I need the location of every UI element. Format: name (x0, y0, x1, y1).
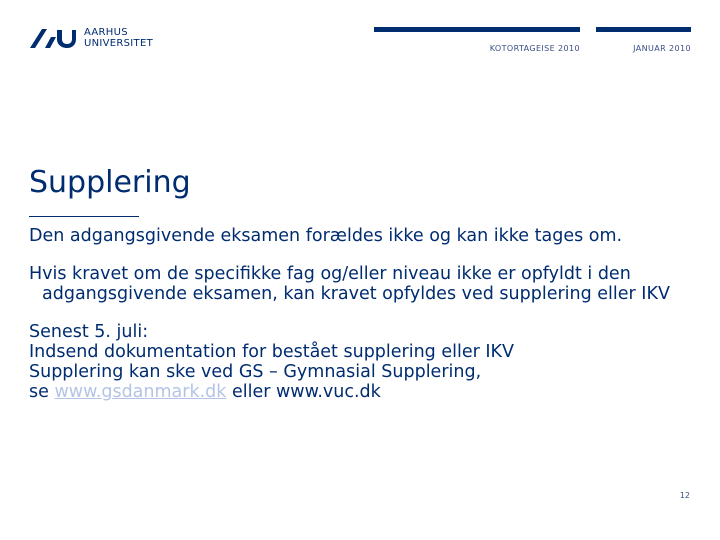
logo-line-aarhus: AARHUS (84, 27, 128, 38)
links-prefix: se (29, 382, 55, 402)
university-seal-icon (28, 26, 76, 48)
header-bar-right (596, 27, 691, 32)
header-bar-left (374, 27, 580, 32)
paragraph-requirements: Hvis kravet om de specifikke fag og/eller niveau ikke er opfyldt i den adgangsgivende eksamen, kan kravet opfyldes ved supplering eller IKV (29, 264, 670, 304)
header-label-date: JANUAR 2010 (633, 44, 691, 53)
paragraph-deadline (29, 322, 699, 402)
title-divider (29, 216, 139, 217)
documentation-line: Indsend dokumentation for bestået supplering eller IKV (29, 342, 514, 362)
aarhus-university-logo (28, 26, 153, 49)
logo-line-universitet: UNIVERSITET (84, 38, 153, 49)
slide-title: Supplering (29, 165, 191, 200)
supplement-line: Supplering kan ske ved GS – Gymnasial Supplering, (29, 362, 482, 382)
deadline-line: Senest 5. juli: (29, 322, 149, 342)
links-suffix: eller www.vuc.dk (226, 382, 381, 402)
gsdanmark-link[interactable]: www.gsdanmark.dk (54, 382, 227, 402)
links-line (29, 382, 699, 402)
header-label-left: KOTORTAGEISE 2010 (489, 44, 580, 53)
slide-body (29, 226, 699, 402)
paragraph-not-expired: Den adgangsgivende eksamen forældes ikke og kan ikke tages om. (29, 226, 623, 246)
logo-text (84, 27, 153, 49)
page-number: 12 (679, 491, 690, 500)
